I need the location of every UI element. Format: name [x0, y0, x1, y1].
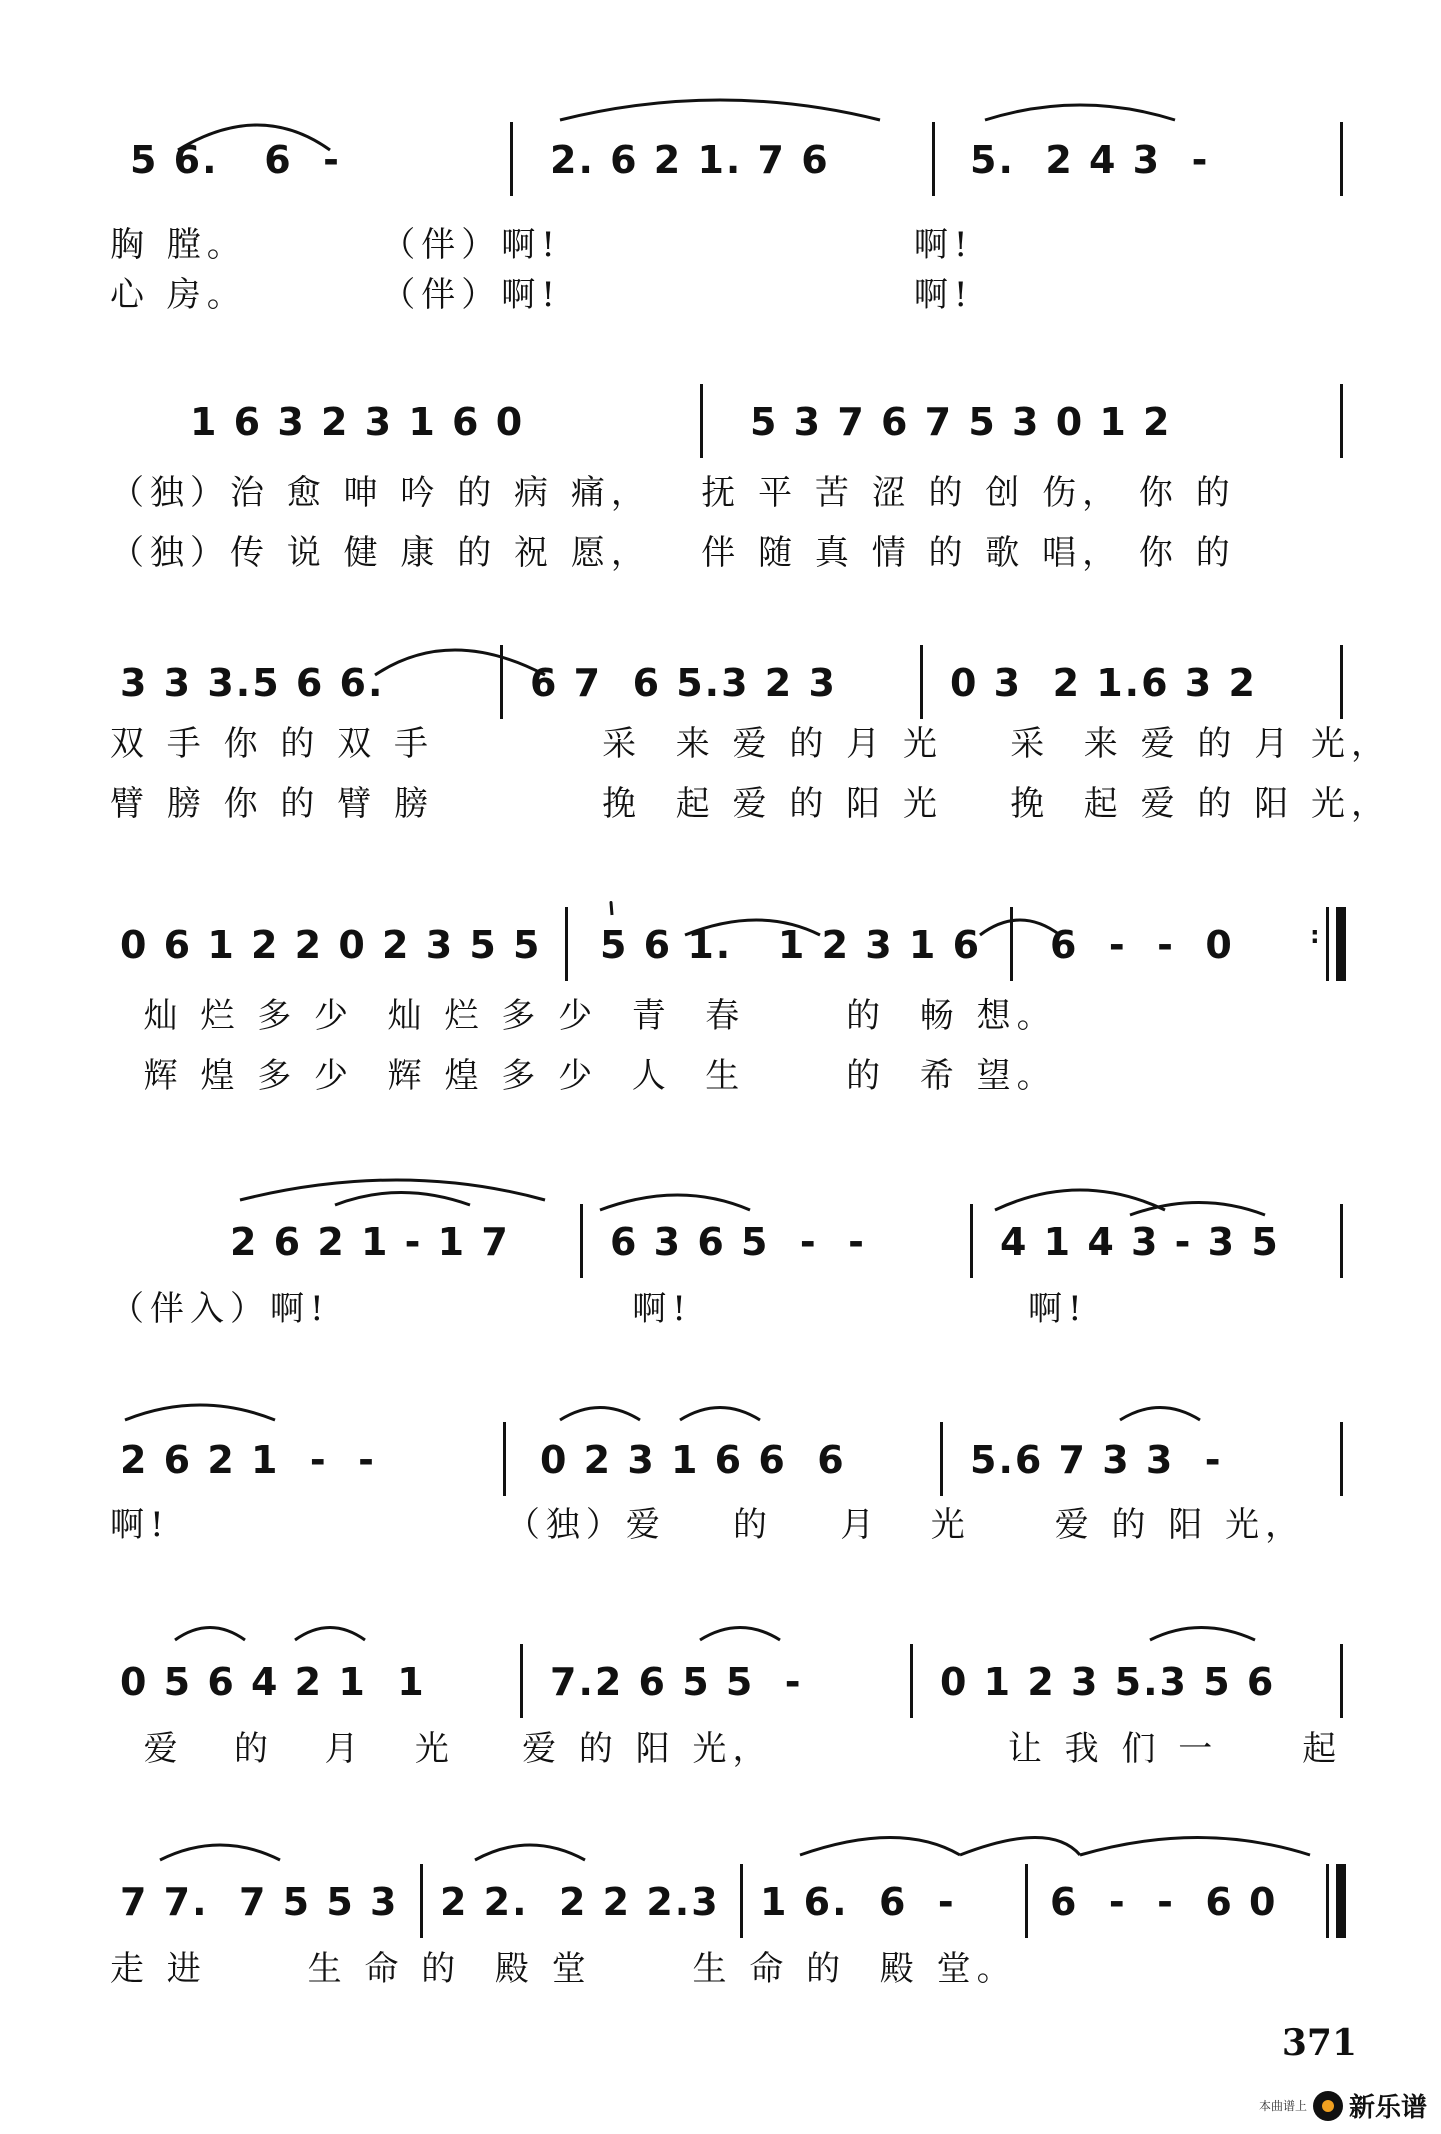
measure: 2 6 2 1 - 1 7	[230, 1220, 510, 1264]
lyric-verse-1: 双 手 你 的 双 手 采 来 爱 的 月 光 采 来 爱 的 月 光，	[110, 724, 1392, 764]
measure: 4 1 4 3 - 3 5	[1000, 1220, 1280, 1264]
barline	[420, 1864, 423, 1938]
lyric-verse-2: （独）传 说 健 康 的 祝 愿， 伴 随 真 情 的 歌 唱， 你 的	[110, 533, 1236, 573]
notes-row	[110, 392, 1381, 452]
notes-row	[110, 130, 1381, 190]
measure: 6 7 6 5.3 2 3	[530, 661, 837, 705]
footer-small-text: 本曲谱上	[1258, 2099, 1307, 2113]
slur	[680, 1408, 760, 1421]
repeat-sign: :	[1310, 921, 1322, 949]
lyric-verse-1: 走 进 生 命 的 殿 堂 生 命 的 殿 堂。	[110, 1949, 1017, 1989]
slur	[800, 1838, 960, 1856]
barline	[700, 384, 703, 458]
measure: 1 6. 6 -	[760, 1880, 956, 1924]
lyric-verse-2: 心 房。 （伴）啊! 啊!	[110, 275, 974, 315]
measure: 7 7. 7 5 5 3	[120, 1880, 399, 1924]
measure: 3 3 3.5 6 6.	[120, 661, 385, 705]
measure: 2. 6 2 1. 7 6	[550, 138, 830, 182]
slur	[175, 1628, 245, 1641]
slur	[995, 1190, 1165, 1210]
lyric-verse-1: （伴入）啊! 啊! 啊!	[110, 1289, 1088, 1329]
barline	[920, 645, 923, 719]
measure: 0 2 3 1 6 6 6	[540, 1438, 846, 1482]
slur	[611, 903, 612, 916]
notes-row	[110, 915, 1381, 975]
measure: 5. 2 4 3 -	[970, 138, 1210, 182]
measure: 0 1 2 3 5.3 5 6	[940, 1660, 1276, 1704]
final-barline	[1336, 907, 1346, 981]
slur	[240, 1180, 545, 1200]
lyric-verse-1: 爱 的 月 光 爱 的 阳 光， 让 我 们 一 起	[110, 1729, 1343, 1769]
measure: 6 - - 6 0	[1050, 1880, 1278, 1924]
notes-row	[110, 1212, 1381, 1272]
notes-row	[110, 653, 1381, 713]
notes-row	[110, 1430, 1381, 1490]
slur	[960, 1838, 1080, 1856]
lyric-verse-1: （独）治 愈 呻 吟 的 病 痛， 抚 平 苦 涩 的 创 伤， 你 的	[110, 473, 1236, 513]
measure: 5 3 7 6 7 5 3 0 1 2	[750, 400, 1172, 444]
lyric-verse-1: 啊! （独）爱 的 月 光 爱 的 阳 光，	[110, 1505, 1306, 1545]
slur	[295, 1628, 365, 1641]
barline	[1326, 907, 1329, 981]
measure: 0 3 2 1.6 3 2	[950, 661, 1257, 705]
notes-row	[110, 1652, 1381, 1712]
barline	[565, 907, 568, 981]
slur	[475, 1845, 585, 1860]
slur	[1120, 1408, 1200, 1421]
measure: 5 6 1. 1 2 3 1 6	[600, 923, 982, 967]
slur	[560, 100, 880, 120]
barline	[740, 1864, 743, 1938]
measure: 5 6. 6 -	[130, 138, 341, 182]
slur	[125, 1405, 275, 1420]
slur	[560, 1408, 640, 1421]
measure: 6 3 6 5 - -	[610, 1220, 866, 1264]
barline	[1340, 1644, 1343, 1718]
barline	[1326, 1864, 1329, 1938]
final-barline	[1336, 1864, 1346, 1938]
barline	[932, 122, 935, 196]
logo-icon	[1313, 2091, 1343, 2121]
measure: 7.2 6 5 5 -	[550, 1660, 803, 1704]
footer-credit[interactable]	[1259, 2087, 1427, 2124]
slur	[600, 1195, 750, 1210]
lyric-verse-2: 辉 煌 多 少 辉 煌 多 少 人 生 的 希 望。	[110, 1056, 1057, 1096]
lyric-verse-1: 胸 膛。 （伴）啊! 啊!	[110, 225, 974, 265]
barline	[1340, 1204, 1343, 1278]
barline	[1340, 122, 1343, 196]
barline	[500, 645, 503, 719]
barline	[503, 1422, 506, 1496]
measure: 0 6 1 2 2 0 2 3 5 5	[120, 923, 542, 967]
barline	[1340, 384, 1343, 458]
slur	[335, 1193, 470, 1206]
page-number: 371	[1281, 2022, 1357, 2064]
lyric-verse-2: 臂 膀 你 的 臂 膀 挽 起 爱 的 阳 光 挽 起 爱 的 阳 光，	[110, 784, 1392, 824]
barline	[910, 1644, 913, 1718]
barline	[510, 122, 513, 196]
measure: 0 5 6 4 2 1 1	[120, 1660, 426, 1704]
barline	[940, 1422, 943, 1496]
lyric-verse-1: 灿 烂 多 少 灿 烂 多 少 青 春 的 畅 想。	[110, 996, 1057, 1036]
measure: 1 6 3 2 3 1 6 0	[190, 400, 525, 444]
slur	[160, 1845, 280, 1860]
barline	[970, 1204, 973, 1278]
measure: 2 2. 2 2 2.3	[440, 1880, 720, 1924]
barline	[1010, 907, 1013, 981]
measure: 5.6 7 3 3 -	[970, 1438, 1223, 1482]
slur	[700, 1628, 780, 1641]
notes-row	[110, 1872, 1381, 1932]
slur	[1080, 1838, 1310, 1856]
footer-brand: 新乐谱	[1348, 2093, 1427, 2123]
barline	[1025, 1864, 1028, 1938]
slur	[1150, 1628, 1255, 1641]
barline	[520, 1644, 523, 1718]
barline	[1340, 645, 1343, 719]
barline	[580, 1204, 583, 1278]
barline	[1340, 1422, 1343, 1496]
measure: 2 6 2 1 - -	[120, 1438, 376, 1482]
measure: 6 - - 0	[1050, 923, 1234, 967]
slur	[985, 105, 1175, 120]
